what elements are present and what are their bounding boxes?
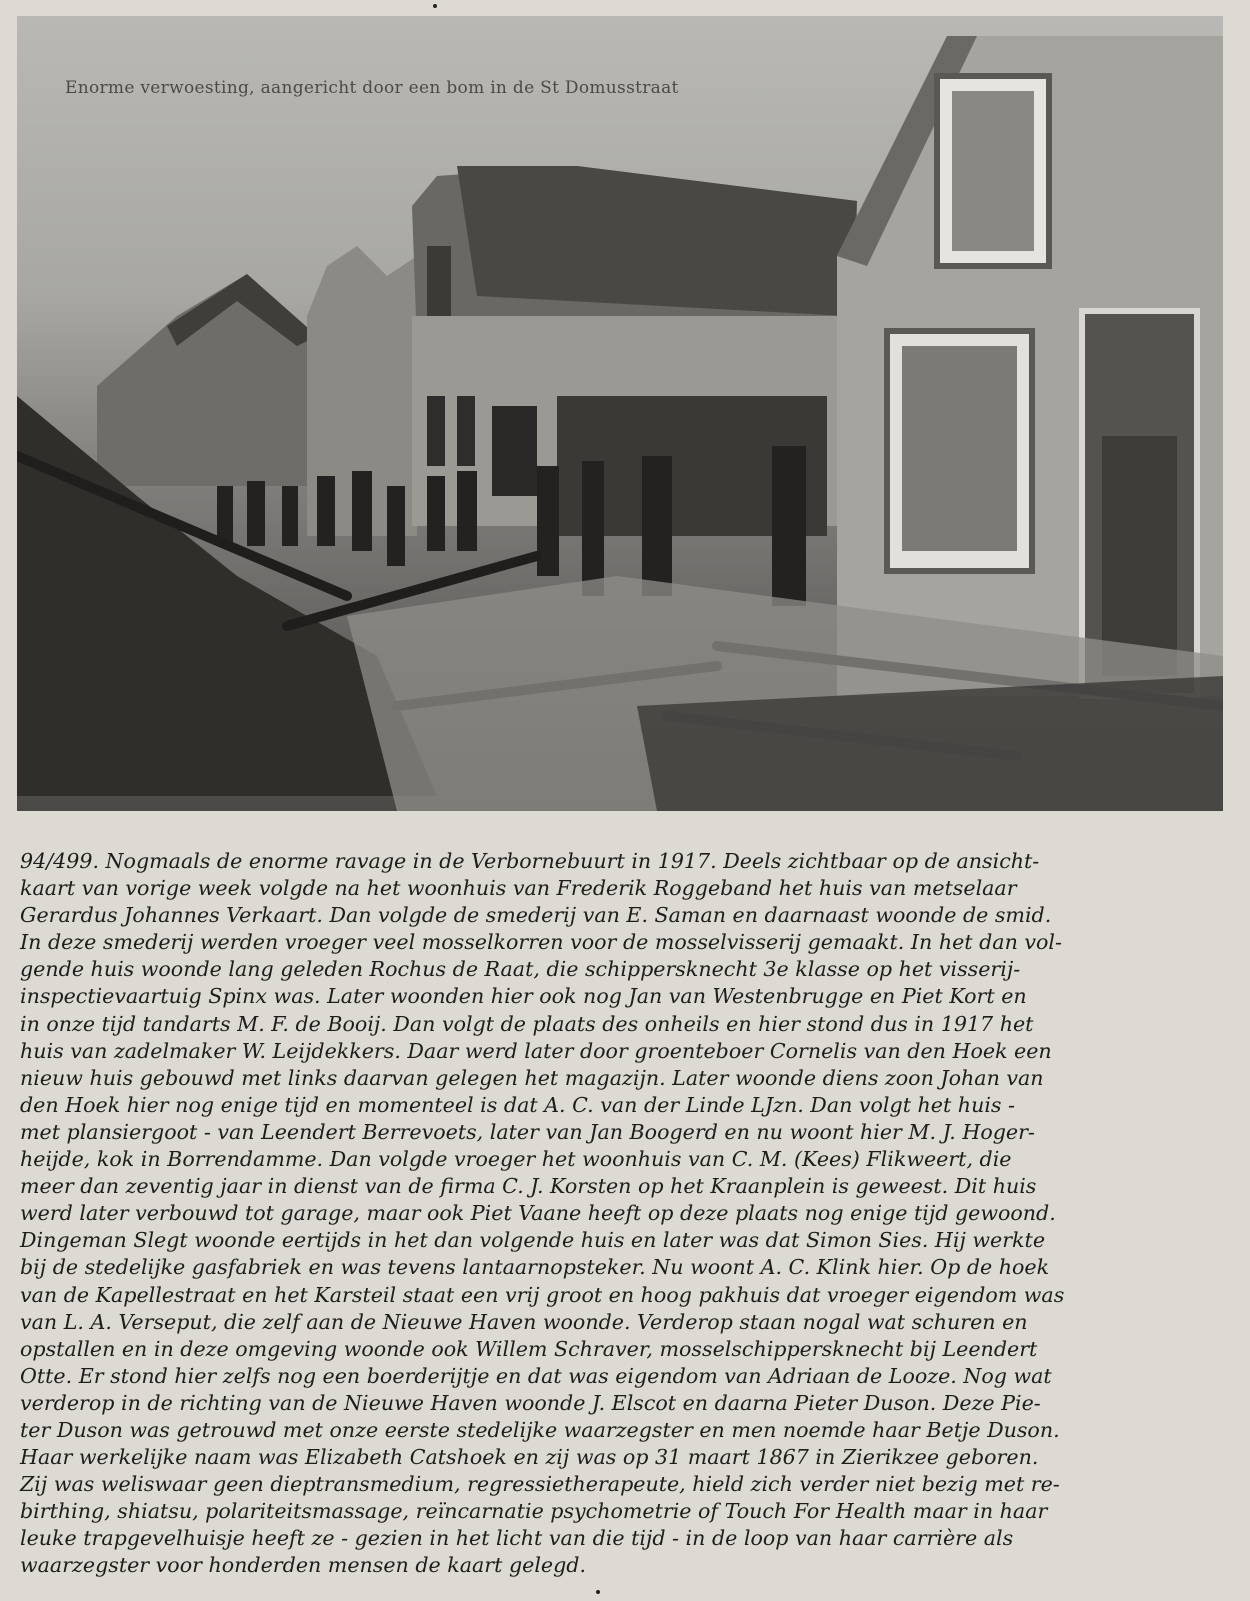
article-line: waarzegster voor honderden mensen de kaart gelegd.	[20, 1553, 587, 1578]
article-line: heijde, kok in Borrendamme. Dan volgde vroeger het woonhuis van C. M. (Kees) Flikweert, die	[20, 1147, 1012, 1172]
ink-dot	[433, 4, 437, 8]
article-line: gende huis woonde lang geleden Rochus de Raat, die schippersknecht 3e klasse op het visserij-	[20, 957, 1021, 982]
photo-caption: Enorme verwoesting, aangericht door een bom in de St Domusstraat	[65, 78, 679, 98]
window	[492, 406, 537, 496]
center-house-roof	[457, 166, 857, 316]
article-line: in onze tijd tandarts M. F. de Booij. Dan volgt de plaats des onheils en hier stond dus in 1917 het	[20, 1011, 1034, 1036]
article-line: inspectievaartuig Spinx was. Later woonden hier ook nog Jan van Westenbrugge en Piet Kort en	[20, 984, 1027, 1009]
article-line: Dingeman Slegt woonde eertijds in het dan volgende huis en later was dat Simon Sies. Hij werkte	[20, 1228, 1046, 1253]
lower-window-glass	[902, 346, 1017, 551]
article-line: van L. A. Verseput, die zelf aan de Nieuwe Haven woonde. Verderop staan nogal wat schuren en	[20, 1309, 1028, 1334]
article-line: leuke trapgevelhuisje heeft ze - gezien in het licht van die tijd - in de loop van haar carrière als	[20, 1526, 1014, 1551]
article-line: Gerardus Johannes Verkaart. Dan volgde de smederij van E. Saman en daarnaast woonde de smid.	[20, 903, 1052, 928]
article-line: ter Duson was getrouwd met onze eerste stedelijke waarzegster en men noemde haar Betje Duson.	[20, 1417, 1060, 1442]
historical-photo	[17, 16, 1223, 811]
article-line: Otte. Er stond hier zelfs nog een boerderijtje en dat was eigendom van Adriaan de Looze. Nog wat	[20, 1363, 1052, 1388]
article-line: nieuw huis gebouwd met links daarvan gelegen het magazijn. Later woonde diens zoon Johan van	[20, 1065, 1044, 1090]
article-line: kaart van vorige week volgde na het woonhuis van Frederik Roggeband het huis van metselaar	[20, 876, 1017, 901]
window	[427, 396, 445, 466]
window	[427, 246, 451, 316]
bomb-damage-scene	[17, 16, 1223, 811]
article-line: meer dan zeventig jaar in dienst van de firma C. J. Korsten op het Kraanplein is geweest. Dit huis	[20, 1174, 1037, 1199]
article-line: Haar werkelijke naam was Elizabeth Catshoek en zij was op 31 maart 1867 in Zierikzee geboren.	[20, 1445, 1039, 1470]
article-line: van de Kapellestraat en het Karsteil staat een vrij groot en hoog pakhuis dat vroeger eigendom was	[20, 1282, 1065, 1307]
upper-window-glass	[952, 91, 1034, 251]
article-line: birthing, shiatsu, polariteitsmassage, reïncarnatie psychometrie of Touch For Health maar in haar	[20, 1499, 1048, 1524]
article-line: werd later verbouwd tot garage, maar ook Piet Vaane heeft op deze plaats nog enige tijd gewoond.	[20, 1201, 1056, 1226]
article-line: den Hoek hier nog enige tijd en momenteel is dat A. C. van der Linde LJzn. Dan volgt het huis -	[20, 1092, 1015, 1117]
window	[457, 396, 475, 466]
ink-dot	[596, 1590, 600, 1594]
article-line: In deze smederij werden vroeger veel mosselkorren voor de mosselvisserij gemaakt. In het dan vol-	[20, 930, 1062, 955]
article-text	[20, 848, 1226, 1580]
door-panel	[1102, 436, 1177, 676]
article-line: opstallen en in deze omgeving woonde ook Willem Schraver, mosselschippersknecht bij Leendert	[20, 1336, 1038, 1361]
article-line: Zij was weliswaar geen dieptransmedium, regressietherapeute, hield zich verder niet bezig met re-	[20, 1472, 1060, 1497]
article-line: bij de stedelijke gasfabriek en was tevens lantaarnopsteker. Nu woont A. C. Klink hier. Op de hoek	[20, 1255, 1050, 1280]
article-line: huis van zadelmaker W. Leijdekkers. Daar werd later door groenteboer Cornelis van den Hoek een	[20, 1038, 1052, 1063]
article-line: met plansiergoot - van Leendert Berrevoets, later van Jan Boogerd en nu woont hier M. J. Hoger-	[20, 1119, 1035, 1144]
article-line: 94/499. Nogmaals de enorme ravage in de Verbornebuurt in 1917. Deels zichtbaar op de ansicht-	[20, 849, 1040, 873]
article-line: verderop in de richting van de Nieuwe Haven woonde J. Elscot en daarna Pieter Duson. Deze Pie-	[20, 1390, 1041, 1415]
